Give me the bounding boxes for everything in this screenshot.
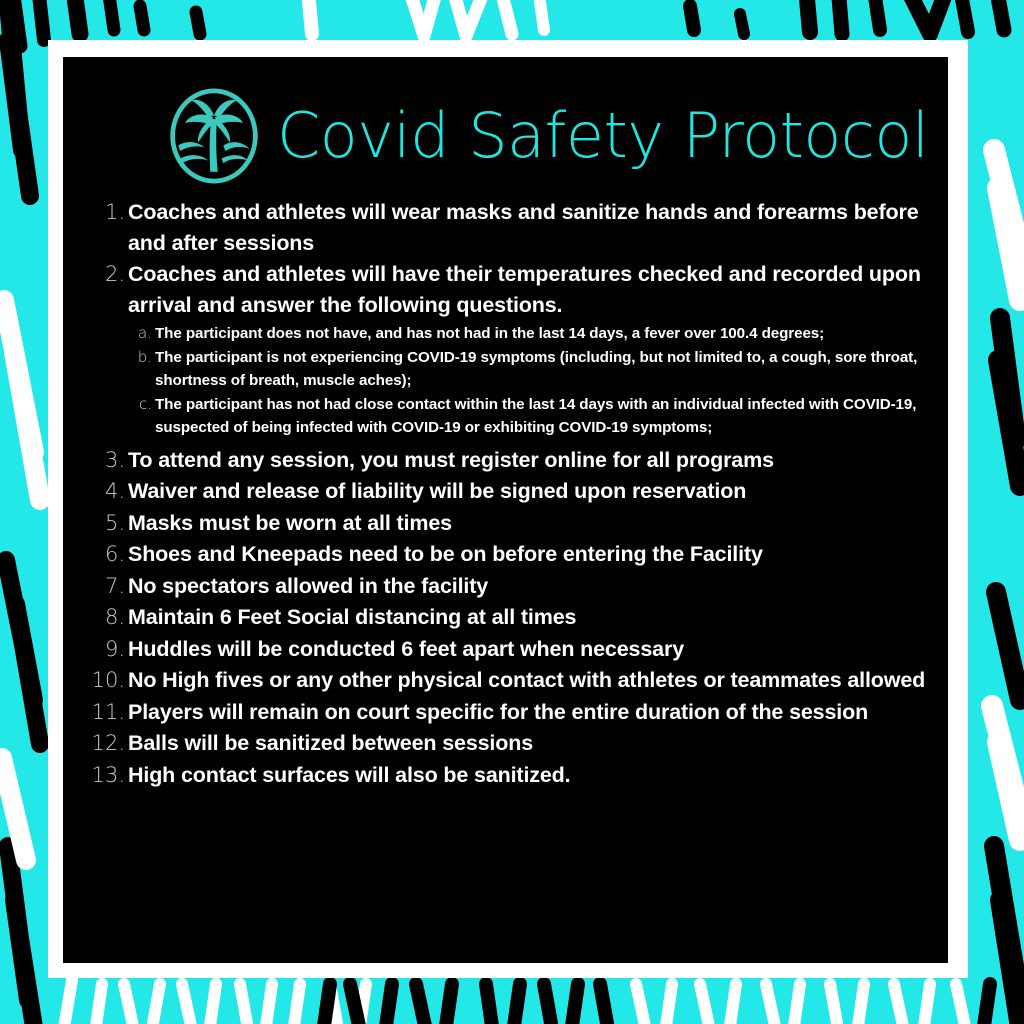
list-item-text: Coaches and athletes will have their temperatures checked and recorded upon arrival and answer the following questions. [128, 262, 921, 317]
sublist-item-text: The participant does not have, and has not had in the last 14 days, a fever over 100.4 degrees; [155, 325, 825, 342]
sublist-item-marker: a. [138, 324, 152, 342]
list-item-marker: 8. [104, 605, 125, 629]
list-item [63, 634, 948, 665]
list-item [63, 197, 948, 258]
list-item-text: No High fives or any other physical contact with athletes or teammates allowed [128, 668, 926, 692]
protocol-sublist [66, 322, 948, 440]
list-item-marker: 13. [91, 762, 125, 787]
list-item-text: To attend any session, you must register online for all programs [128, 447, 774, 472]
list-item [63, 539, 948, 570]
list-item-marker: 6. [104, 542, 125, 566]
protocol-list [63, 197, 948, 790]
list-item-marker: 10. [91, 668, 125, 692]
list-item-text: Shoes and Kneepads need to be on before entering the Facility [128, 542, 763, 566]
list-item-marker: 1. [104, 200, 125, 224]
list-item-text: Waiver and release of liability will be signed upon reservation [128, 479, 747, 503]
list-item-marker: 5. [104, 510, 125, 535]
list-item-marker: 2. [104, 262, 125, 286]
sublist-item-text: The participant has not had close contact within the last 14 days with an individual infected with COVID-19, suspected of being infected with COVID-19 or exhibiting COVID-19 symptoms; [155, 395, 917, 436]
list-item [63, 508, 948, 539]
page-title: Covid Safety Protocol [277, 99, 929, 172]
list-item [63, 665, 948, 696]
list-item-marker: 7. [104, 573, 125, 598]
list-item-text: Maintain 6 Feet Social distancing at all times [128, 605, 577, 629]
list-item [63, 476, 948, 507]
list-item-marker: 12. [91, 731, 125, 755]
list-item [63, 728, 948, 759]
sublist-item-marker: b. [137, 347, 152, 366]
sublist-item-text: The participant is not experiencing COVID-19 symptoms (including, but not limited to, a cough, sore throat, shortness of breath, muscle aches); [155, 348, 918, 389]
sublist-item-marker: c. [138, 394, 152, 413]
list-item-text: Balls will be sanitized between sessions [128, 731, 534, 755]
sublist-item [66, 393, 948, 440]
list-item-marker: 9. [104, 636, 125, 661]
list-item [63, 760, 948, 791]
list-item-text: Masks must be worn at all times [128, 510, 452, 535]
sublist-item [66, 346, 948, 393]
palm-tree-circle-logo-icon [167, 87, 261, 185]
poster-header [63, 57, 948, 185]
list-item [63, 571, 948, 602]
list-item-text: Huddles will be conducted 6 feet apart when necessary [128, 636, 684, 661]
list-item-text: No spectators allowed in the facility [128, 573, 489, 598]
list-item-text: Coaches and athletes will wear masks and sanitize hands and forearms before and after sessions [128, 200, 919, 255]
list-item [63, 602, 948, 633]
list-item-text: Players will remain on court specific for the entire duration of the session [128, 699, 869, 724]
list-item [63, 445, 948, 476]
list-item [63, 697, 948, 728]
list-item-text: High contact surfaces will also be sanitized. [128, 762, 571, 787]
list-item [63, 259, 948, 444]
list-item-marker: 3. [104, 447, 125, 472]
list-item-marker: 4. [104, 479, 125, 503]
sublist-item [66, 322, 948, 346]
content-panel [63, 57, 948, 963]
list-item-marker: 11. [91, 699, 125, 724]
